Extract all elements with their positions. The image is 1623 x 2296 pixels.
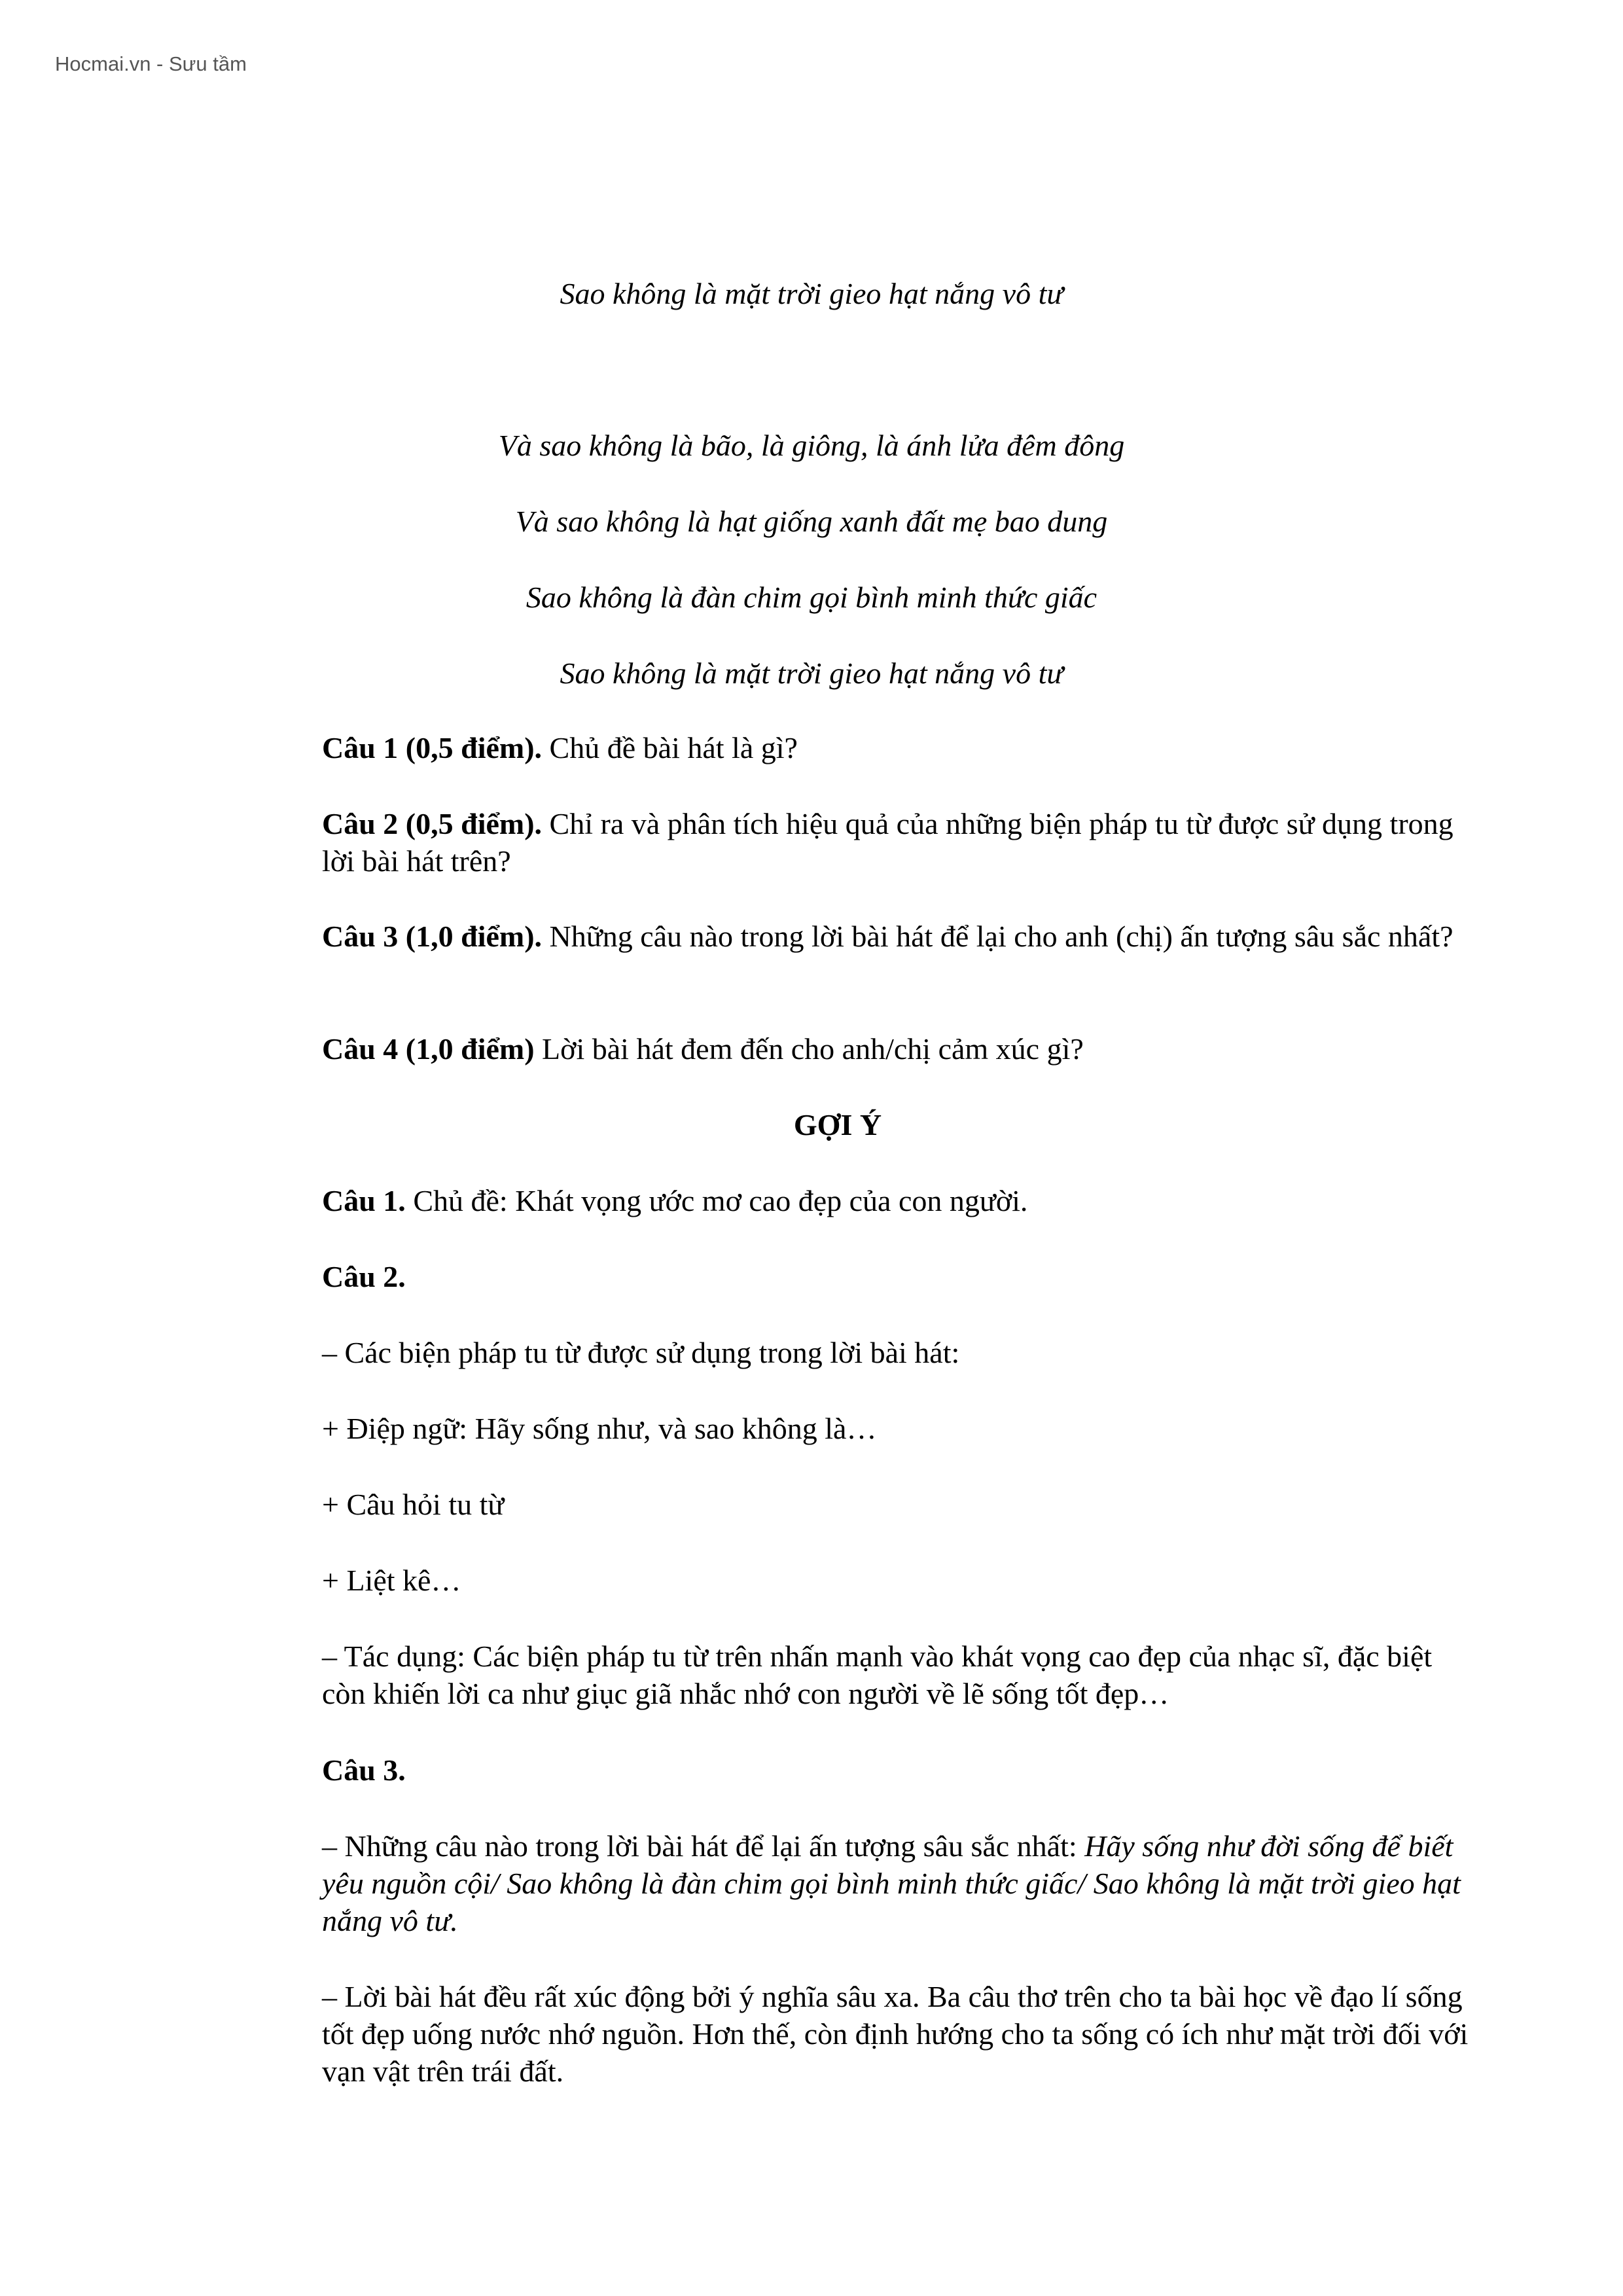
question-text: Những câu nào trong lời bài hát để lại cho anh (chị) ấn tượng sâu sắc nhất?: [542, 920, 1454, 953]
question-label: Câu 1 (0,5 điểm).: [322, 731, 543, 764]
answer-2-line: + Liệt kê…: [322, 1564, 461, 1597]
answer-1: [322, 1182, 1474, 1219]
verse-line: Và sao không là bão, là giông, là ánh lửa đêm đông: [498, 429, 1125, 462]
question-text: Chủ đề bài hát là gì?: [542, 731, 798, 764]
question-1: [322, 729, 1474, 766]
question-label: Câu 4 (1,0 điểm): [322, 1032, 535, 1066]
answer-2-label: Câu 2.: [322, 1260, 406, 1293]
question-text: Chỉ ra và phân tích hiệu quả của những biện pháp tu từ được sử dụng trong lời bài hát trên?: [322, 807, 1454, 878]
question-label: Câu 3 (1,0 điểm).: [322, 920, 543, 953]
verse-line: Sao không là mặt trời gieo hạt nắng vô tư: [560, 656, 1063, 690]
answer-3-paragraph-1: [322, 1827, 1474, 1939]
verse-line: Sao không là mặt trời gieo hạt nắng vô tư: [560, 277, 1063, 310]
answer-2-line: – Các biện pháp tu từ được sử dụng trong lời bài hát:: [322, 1336, 960, 1369]
answer-text: – Những câu nào trong lời bài hát để lại ấn tượng sâu sắc nhất:: [322, 1829, 1085, 1863]
question-4: [322, 1030, 1474, 1067]
verse-line: Và sao không là hạt giống xanh đất mẹ bao dung: [515, 505, 1108, 538]
question-label: Câu 2 (0,5 điểm).: [322, 807, 543, 840]
answer-2-line: + Câu hỏi tu từ: [322, 1488, 505, 1521]
answer-3-paragraph-2: – Lời bài hát đều rất xúc động bởi ý nghĩa sâu xa. Ba câu thơ trên cho ta bài học về đạo lí sống tốt đẹp uống nước nhớ nguồn. Hơn thế, còn định hướng cho ta sống có ích như mặt trời đối với vạn vật trên trái đất.: [322, 1980, 1469, 2088]
guide-title: GỢI Ý: [793, 1108, 882, 1141]
answer-3-label: Câu 3.: [322, 1753, 406, 1787]
question-text: Lời bài hát đem đến cho anh/chị cảm xúc gì?: [534, 1032, 1084, 1066]
answer-quote: Hãy sống như đời sống để biết yêu nguồn cội/ Sao không là đàn chim gọi bình minh thức giấc/ Sao không là mặt trời gieo hạt nắng vô tư.: [322, 1829, 1461, 1937]
answer-label: Câu 1.: [322, 1184, 406, 1217]
verse-line: Sao không là đàn chim gọi bình minh thức giấc: [526, 581, 1097, 614]
question-3: [322, 918, 1474, 955]
answer-2-line: – Tác dụng: Các biện pháp tu từ trên nhấn mạnh vào khát vọng cao đẹp của nhạc sĩ, đặc biệt còn khiến lời ca như giục giã nhắc nhớ con người về lẽ sống tốt đẹp…: [322, 1640, 1433, 1710]
answer-2-line: + Điệp ngữ: Hãy sống như, và sao không là…: [322, 1412, 877, 1445]
watermark: Hocmai.vn - Sưu tầm: [55, 52, 247, 75]
question-2: [322, 805, 1474, 880]
answer-text: Chủ đề: Khát vọng ước mơ cao đẹp của con người.: [405, 1184, 1028, 1217]
